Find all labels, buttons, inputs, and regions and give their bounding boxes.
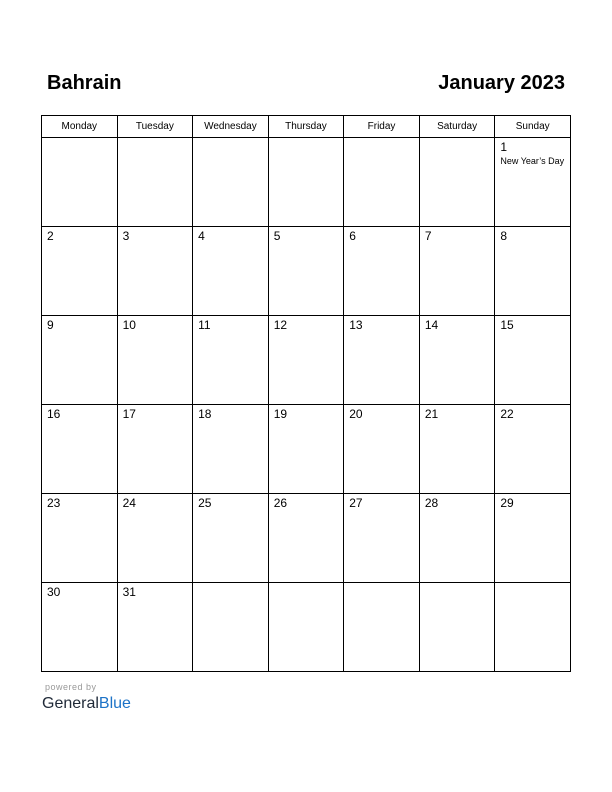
day-cell: [419, 583, 495, 672]
day-number: [42, 138, 117, 140]
day-cell: [42, 405, 118, 494]
day-cell: [344, 494, 420, 583]
day-cell: [419, 405, 495, 494]
day-cell: [117, 583, 193, 672]
day-number: 20: [349, 407, 363, 421]
day-number: 29: [500, 496, 514, 510]
day-number: [269, 583, 344, 585]
day-cell: [42, 583, 118, 672]
day-cell: [42, 316, 118, 405]
day-cell: [117, 405, 193, 494]
day-cell: [268, 138, 344, 227]
day-number: 3: [122, 229, 130, 243]
day-number: 11: [198, 318, 211, 332]
day-number: 16: [47, 407, 61, 421]
week-row: [42, 583, 571, 672]
day-cell: [344, 316, 420, 405]
day-number: 19: [273, 407, 288, 421]
day-cell: [117, 316, 193, 405]
day-number: [495, 583, 570, 585]
day-cell: [419, 494, 495, 583]
day-cell: [268, 583, 344, 672]
day-number: [344, 583, 419, 585]
day-number: 2: [47, 229, 54, 243]
weekday-header-tuesday: Tuesday: [117, 116, 193, 138]
day-number: [118, 138, 193, 140]
day-cell: [344, 227, 420, 316]
day-number: [193, 138, 268, 140]
day-cell: [42, 138, 118, 227]
day-cell: [268, 227, 344, 316]
day-cell: [344, 583, 420, 672]
day-cell: [495, 583, 571, 672]
weekday-header-friday: Friday: [344, 116, 420, 138]
day-cell: [193, 405, 269, 494]
day-cell: [117, 227, 193, 316]
day-number: 10: [122, 318, 136, 332]
day-number: 1: [500, 140, 508, 154]
day-number: 18: [198, 407, 212, 421]
day-number: [420, 138, 495, 140]
weekday-header-thursday: Thursday: [268, 116, 344, 138]
day-number: 30: [47, 585, 61, 599]
day-number: 26: [273, 496, 288, 510]
day-number: [193, 583, 268, 585]
week-row: [42, 494, 571, 583]
weekday-header-saturday: Saturday: [419, 116, 495, 138]
weekday-header-monday: Monday: [42, 116, 118, 138]
day-cell: [193, 138, 269, 227]
calendar-body: [42, 138, 571, 672]
day-cell: [193, 583, 269, 672]
day-cell: [268, 494, 344, 583]
holiday-label: New Year’s Day: [500, 156, 565, 166]
day-number: 23: [47, 496, 61, 510]
day-number: 15: [500, 318, 514, 332]
weekday-header-sunday: Sunday: [495, 116, 571, 138]
day-cell: [117, 494, 193, 583]
day-cell: [495, 227, 571, 316]
day-number: 21: [424, 407, 439, 421]
day-cell: [495, 405, 571, 494]
day-cell: [268, 405, 344, 494]
day-number: 17: [122, 407, 136, 421]
day-cell: [419, 316, 495, 405]
day-number: 14: [424, 318, 439, 332]
week-row: [42, 316, 571, 405]
week-row: [42, 227, 571, 316]
generalblue-logo[interactable]: [42, 694, 131, 714]
day-number: 7: [424, 229, 432, 243]
brand-blue-text: Blue: [98, 695, 131, 712]
day-cell: [419, 138, 495, 227]
day-cell: [344, 405, 420, 494]
month-title: January 2023: [438, 72, 565, 94]
day-number: [420, 583, 495, 585]
weekday-header-wednesday: Wednesday: [193, 116, 269, 138]
day-cell: [193, 227, 269, 316]
day-number: 27: [349, 496, 363, 510]
day-number: 8: [500, 229, 508, 243]
day-number: 6: [349, 229, 356, 243]
day-cell: [268, 316, 344, 405]
day-cell: [42, 227, 118, 316]
day-cell: [42, 494, 118, 583]
day-number: 25: [198, 496, 212, 510]
brand-general-text: General: [42, 695, 99, 712]
day-number: 28: [424, 496, 439, 510]
day-number: 13: [349, 318, 363, 332]
country-name: Bahrain: [47, 72, 122, 94]
day-number: 9: [47, 318, 54, 332]
day-cell: [193, 316, 269, 405]
day-cell: [495, 138, 571, 227]
day-cell: [495, 316, 571, 405]
day-number: 4: [198, 229, 205, 243]
week-row: [42, 405, 571, 494]
day-number: 22: [500, 407, 514, 421]
day-number: 24: [122, 496, 136, 510]
day-cell: [344, 138, 420, 227]
week-row: [42, 138, 571, 227]
day-cell: [419, 227, 495, 316]
day-number: 5: [273, 229, 281, 243]
calendar-grid: [41, 115, 571, 672]
day-cell: [117, 138, 193, 227]
day-cell: [193, 494, 269, 583]
day-number: 12: [273, 318, 288, 332]
powered-by-text: powered by: [45, 682, 97, 692]
day-number: 31: [122, 585, 136, 599]
weekday-header-row: [42, 116, 571, 138]
day-number: [269, 138, 344, 140]
day-cell: [495, 494, 571, 583]
day-number: [344, 138, 419, 140]
